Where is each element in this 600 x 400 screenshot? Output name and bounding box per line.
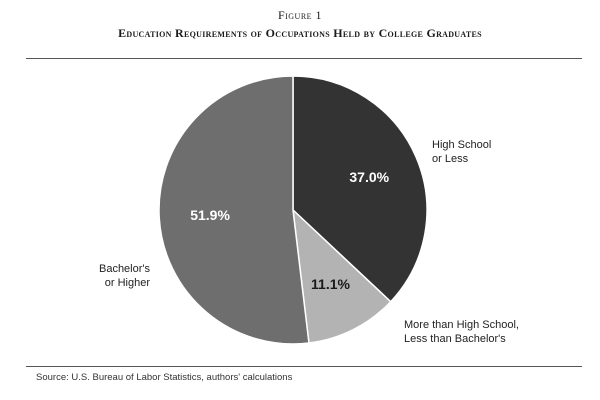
category-label-line: More than High School, [404, 319, 519, 331]
bottom-rule [26, 366, 582, 367]
category-label-line: Bachelor's [98, 263, 150, 275]
category-label-line: High School [432, 139, 492, 151]
pie-slice-3 [159, 76, 309, 344]
slice-category-label-1 [432, 139, 491, 165]
chart-title: Education Requirements of Occupations Held by College Graduates [118, 26, 482, 40]
slice-value-label-1: 37.0% [349, 169, 390, 186]
slice-category-label-2 [404, 319, 519, 345]
slice-value-label-3: 51.9% [190, 206, 230, 223]
figure-label: Figure 1 [277, 8, 323, 22]
category-label-line: or Higher [104, 277, 150, 289]
slice-value-label-2: 11.1% [311, 276, 350, 293]
slice-category-label-3 [99, 263, 151, 289]
category-label-line: or Less [432, 153, 469, 165]
source-note: Source: U.S. Bureau of Labor Statistics, authors' calculations [36, 372, 293, 383]
category-label-line: Less than Bachelor's [404, 333, 506, 345]
